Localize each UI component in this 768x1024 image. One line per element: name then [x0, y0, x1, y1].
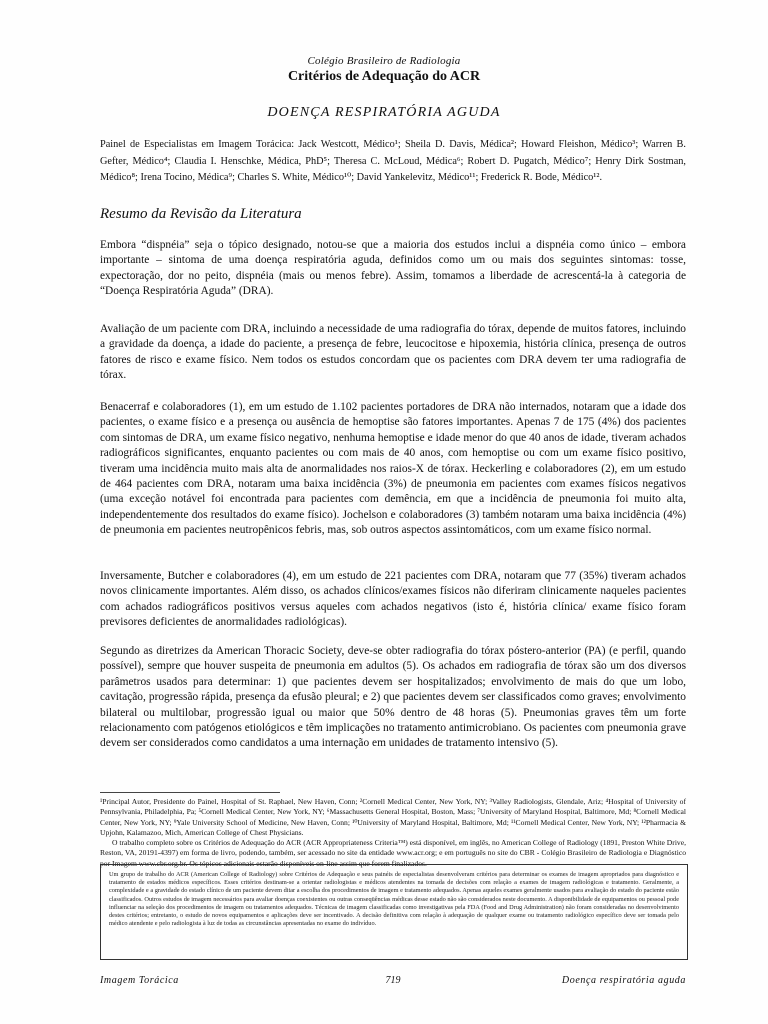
- disclaimer-text: Um grupo de trabalho do ACR (American College of Radiology) sobre Critérios de Adequação e seus painéis de especialistas desenvolveram critérios para determinar os exames de imagem apropriados para diagnóstico e tratamento de estados médicos específicos. Esses critérios destinam-se a orientar radiologistas e médicos atendentes na tomada de decisões com relação a exames de imagem radiológicas e tratamento. Geralmente, a complexidade e a gravidade do estado clínico de um paciente devem ditar a escolha dos procedimentos de imagem e tratamento adequados. Apenas aqueles exames geralmente usados para avaliação do estado do paciente estão classificados. Outros estudos de imagem necessários para avaliar doenças coexistentes ou outras conseqüências médicas desse estado não são considerados neste documento. A disponibilidade de equipamentos ou pessoal pode influenciar na seleção dos procedimentos de imagem ou tratamentos adequados. Técnicas de imagem classificadas como investigativas pela FDA (Food and Drug Administration) não foram consideradas no desenvolvimento destes critérios; entretanto, o estudo de novos equipamentos e aplicações deve ser incentivado. A decisão definitiva com relação à adequação de qualquer exame ou tratamento radiológico específico deve ser tomada pelo médico atendente e pelo radiologista à luz de todas as circunstâncias apresentadas no exame do indivíduo.: [109, 871, 679, 928]
- section-heading: Resumo da Revisão da Literatura: [100, 206, 302, 222]
- paragraph-2: Avaliação de um paciente com DRA, incluindo a necessidade de uma radiografia do tórax, depende de muitos fatores, incluindo a gravidade da doença, a idade do paciente, a presença de febre, leucocitose e hipoxemia, história clínica, presença de outros fatores de risco e exame físico. Nem todos os estudos concordam que os pacientes com DRA devem ter uma radiografia de tórax.: [100, 323, 686, 382]
- footnote-divider: [100, 792, 280, 793]
- footer-section: Imagem Torácica: [100, 975, 179, 986]
- page-number: 719: [385, 975, 401, 986]
- paragraph-3: Benacerraf e colaboradores (1), em um estudo de 1.102 pacientes portadores de DRA não internados, notaram que a idade dos pacientes, o exame físico e a presença ou ausência de hemoptise são fatores importantes. Apenas 7 de 175 (4%) dos pacientes com sintomas de DRA, um exame físico negativo, nenhuma hemoptise e idade menor do que 40 anos de idade, tiveram achados radiográficos significantes, enquanto pacientes ou com mais de 40 anos, com hemoptise ou com um exame físico positivo, tiveram uma incidência muito mais alta de anormalidades nos raios-X de tórax. Heckerling e colaboradores (2), em um estudo de 464 pacientes com DRA, notaram uma baixa incidência (3%) de pneumonia em pacientes com exames físicos negativos (uma exceção notável foi encontrada para pacientes com demência, em que a incidência de pneumonia foi muito alta, independentemente dos resultados do exame físico). Jochelson e colaboradores (3) também notaram uma baixa incidência (4%) de pneumonia em pacientes neutropênicos febris, mas, sob outros aspectos assintomáticos, com um exame físico normal.: [100, 401, 686, 537]
- document-title: Critérios de Adequação do ACR: [287, 69, 481, 84]
- paragraph-4: Inversamente, Butcher e colaboradores (4), em um estudo de 221 pacientes com DRA, notaram que 77 (35%) tiveram achados novos clinicamente importantes. Além disso, os achados clínicos/exames físicos não diferiram clinicamente naqueles pacientes com achados radiográficos positivos versus aqueles com achados negativos (isto é, história clínica/ exame físico foram previsores deficientes de anormalidades radiológicas).: [100, 570, 686, 629]
- disclaimer-box: [100, 864, 688, 960]
- paragraph-1: Embora “dispnéia” seja o tópico designado, notou-se que a maioria dos estudos inclui a dispnéia como único – embora importante – sintoma de uma doença respiratória aguda, definidos como um ou mais dos seguintes sintomas: tosse, expectoração, dor no peito, dispnéia (mais ou menos febre). Assim, tomamos a liberdade de acrescentá-la à categoria de “Doença Respiratória Aguda” (DRA).: [100, 239, 686, 298]
- topic-title: DOENÇA RESPIRATÓRIA AGUDA: [267, 105, 501, 120]
- footnote-note: O trabalho completo sobre os Critérios de Adequação do ACR (ACR Appropriateness Criteria™) está disponível, em inglês, no American College of Radiology (1891, Preston White Drive, Reston, VA, 20191-4397) em forma de livro, podendo, também, ser acessado no site da entidade www.acr.org; e em português no site do CBR - Colégio Brasileiro de Radiologia e Diagnóstico por Imagem www.cbr.org.br. Os tópicos adicionais estarão disponíveis on-line assim que forem finalizados.: [100, 838, 686, 868]
- paragraph-5: Segundo as diretrizes da American Thoracic Society, deve-se obter radiografia do tórax póstero-anterior (PA) (e perfil, quando possível), sempre que houver suspeita de pneumonia em adultos (5). Os achados em radiografia de tórax são um dos diversos parâmetros usados para determinar: 1) que pacientes devem ser hospitalizados; envolvimento de mais do que um lobo, cavitação, progressão rápida, presença da efusão pleural; e 2) que pacientes devem ser classificados como graves; envolvimento bilateral ou multilobar, progressão igual ou maior que 50% dentro de 48 horas (5). Pneumonias graves têm um forte relacionamento com patógenos etiológicos e têm implicações no tratamento antimicrobiano. Os pacientes com pneumonia grave devem ser considerados como candidatos a uma internação em unidades de tratamento intensivo (5).: [100, 645, 686, 750]
- institution-name: Colégio Brasileiro de Radiologia: [307, 55, 461, 67]
- footnote-affiliations: ¹Principal Autor, Presidente do Painel, Hospital of St. Raphael, New Haven, Conn; ²Cornell Medical Center, New York, NY; ³Valley Radiologists, Glendale, Ariz; ⁴Hospital of University of Pennsylvania, Philadelphia, Pa; ⁵Cornell Medical Center, New York, NY; ⁶Massachusetts General Hospital, Boston, Mass; ⁷University of Maryland Hospital, Baltimore, Md; ⁸Cornell Medical Center, New York, NY; ⁹Yale University School of Medicine, New Haven, Conn; ¹⁰University of Maryland Hospital, Baltimore, Md; ¹¹Cornell Medical Center, New York, NY; ¹²Pharmacia & Upjohn, Kalamazoo, Mich, American College of Chest Physicians.: [100, 797, 686, 838]
- footer-topic: Doença respiratória aguda: [561, 975, 686, 986]
- expert-panel: Painel de Especialistas em Imagem Torácica: Jack Westcott, Médico¹; Sheila D. Davis, Médica²; Howard Fleishon, Médico³; Warren B. Gefter, Médico⁴; Claudia I. Henschke, Médica, PhD⁵; Theresa C. McLoud, Médica⁶; Robert D. Pugatch, Médico⁷; Henry Dirk Sostman, Médico⁸; Irena Tocino, Médica⁹; Charles S. White, Médico¹⁰; David Yankelevitz, Médico¹¹; Frederick R. Bode, Médico¹².: [100, 139, 686, 183]
